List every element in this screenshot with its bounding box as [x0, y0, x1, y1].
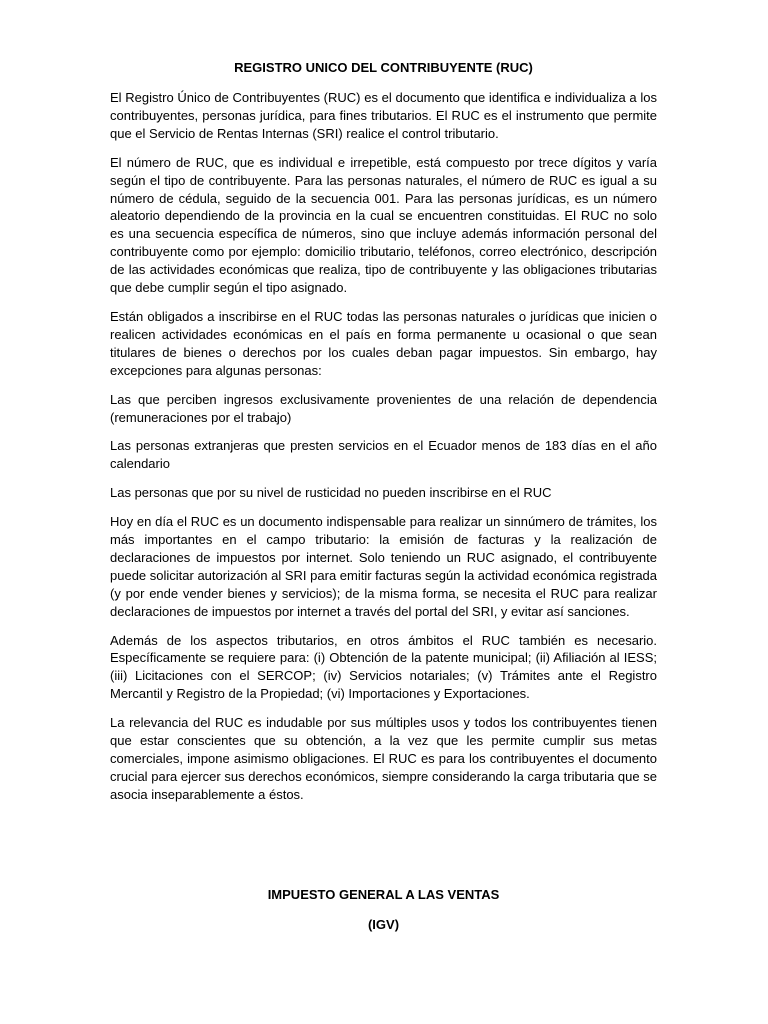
section-title-igv: IMPUESTO GENERAL A LAS VENTAS: [267, 887, 500, 902]
paragraph-exception-dependency: Las que perciben ingresos exclusivamente provenientes de una relación de dependencia (remuneraciones por el trabajo): [110, 391, 657, 425]
paragraph-ruc-importance: Hoy en día el RUC es un documento indispensable para realizar un sinnúmero de trámites, los más importantes en el campo tributario: la emisión de facturas y la realización de declaraciones de impuestos por internet. Solo teniendo un RUC asignado, el contribuyente puede solicitar autorización al SRI para emitir facturas según la actividad económica registrada (y por ende vender bienes y servicios); de la misma forma, se necesita el RUC para realizar declaraciones de impuestos por internet a través del portal del SRI, y evitar así sanciones.: [110, 514, 658, 619]
paragraph-other-areas: Además de los aspectos tributarios, en otros ámbitos el RUC también es necesario. Específicamente se requiere para: (i) Obtención de la patente municipal; (ii) Afiliación al IESS; (iii) Licitaciones con el SERCOP; (iv) Servicios notariales; (v) Trámites ante el Registro Mercantil y Registro de la Propiedad; (vi) Importaciones y Exportaciones.: [110, 632, 657, 702]
document-body: [110, 59, 657, 815]
paragraph-exception-rusticity: Las personas que por su nivel de rusticidad no pueden inscribirse en el RUC: [110, 485, 552, 501]
paragraph-exception-foreigners: Las personas extranjeras que presten servicios en el Ecuador menos de 183 días en el año calendario: [110, 438, 657, 472]
paragraph-obligated-persons: Están obligados a inscribirse en el RUC todas las personas naturales o jurídicas que inicien o realicen actividades económicas en el país en forma permanente u ocasional o que sean titulares de bienes o derechos por los cuales deban pagar impuestos. Sin embargo, hay excepciones para algunas personas:: [110, 308, 657, 378]
paragraph-ruc-definition: El Registro Único de Contribuyentes (RUC) es el documento que identifica e individualiza a los contribuyentes, personas jurídica, para fines tributarios. El RUC es el instrumento que permite que el Servicio de Rentas Internas (SRI) realice el control tributario.: [110, 90, 657, 141]
paragraph-ruc-relevance: La relevancia del RUC es indudable por sus múltiples usos y todos los contribuyentes tienen que estar conscientes que su obtención, a la vez que les permite cumplir sus metas comerciales, impone asimismo obligaciones. El RUC es para los contribuyentes el documento crucial para ejercer sus derechos económicos, siempre considerando la carga tributaria que se asocia inseparablemente a éstos.: [110, 715, 657, 802]
section-title-igv-abbrev: (IGV): [367, 917, 400, 932]
document-title: REGISTRO UNICO DEL CONTRIBUYENTE (RUC): [234, 60, 533, 75]
paragraph-ruc-number: El número de RUC, que es individual e irrepetible, está compuesto por trece dígitos y varía según el tipo de contribuyente. Para las personas naturales, el número de RUC es igual a su número de cédula, seguido de la secuencia 001. Para las personas jurídicas, es un número aleatorio dependiendo de la provincia en la cual se encuentren constituidas. El RUC no solo es una secuencia específica de números, sino que incluye además información personal del contribuyente como por ejemplo: domicilio tributario, teléfonos, correo electrónico, descripción de las actividades económicas que realiza, tipo de contribuyente y las obligaciones tributarias que debe cumplir según el tipo asignado.: [110, 154, 657, 296]
